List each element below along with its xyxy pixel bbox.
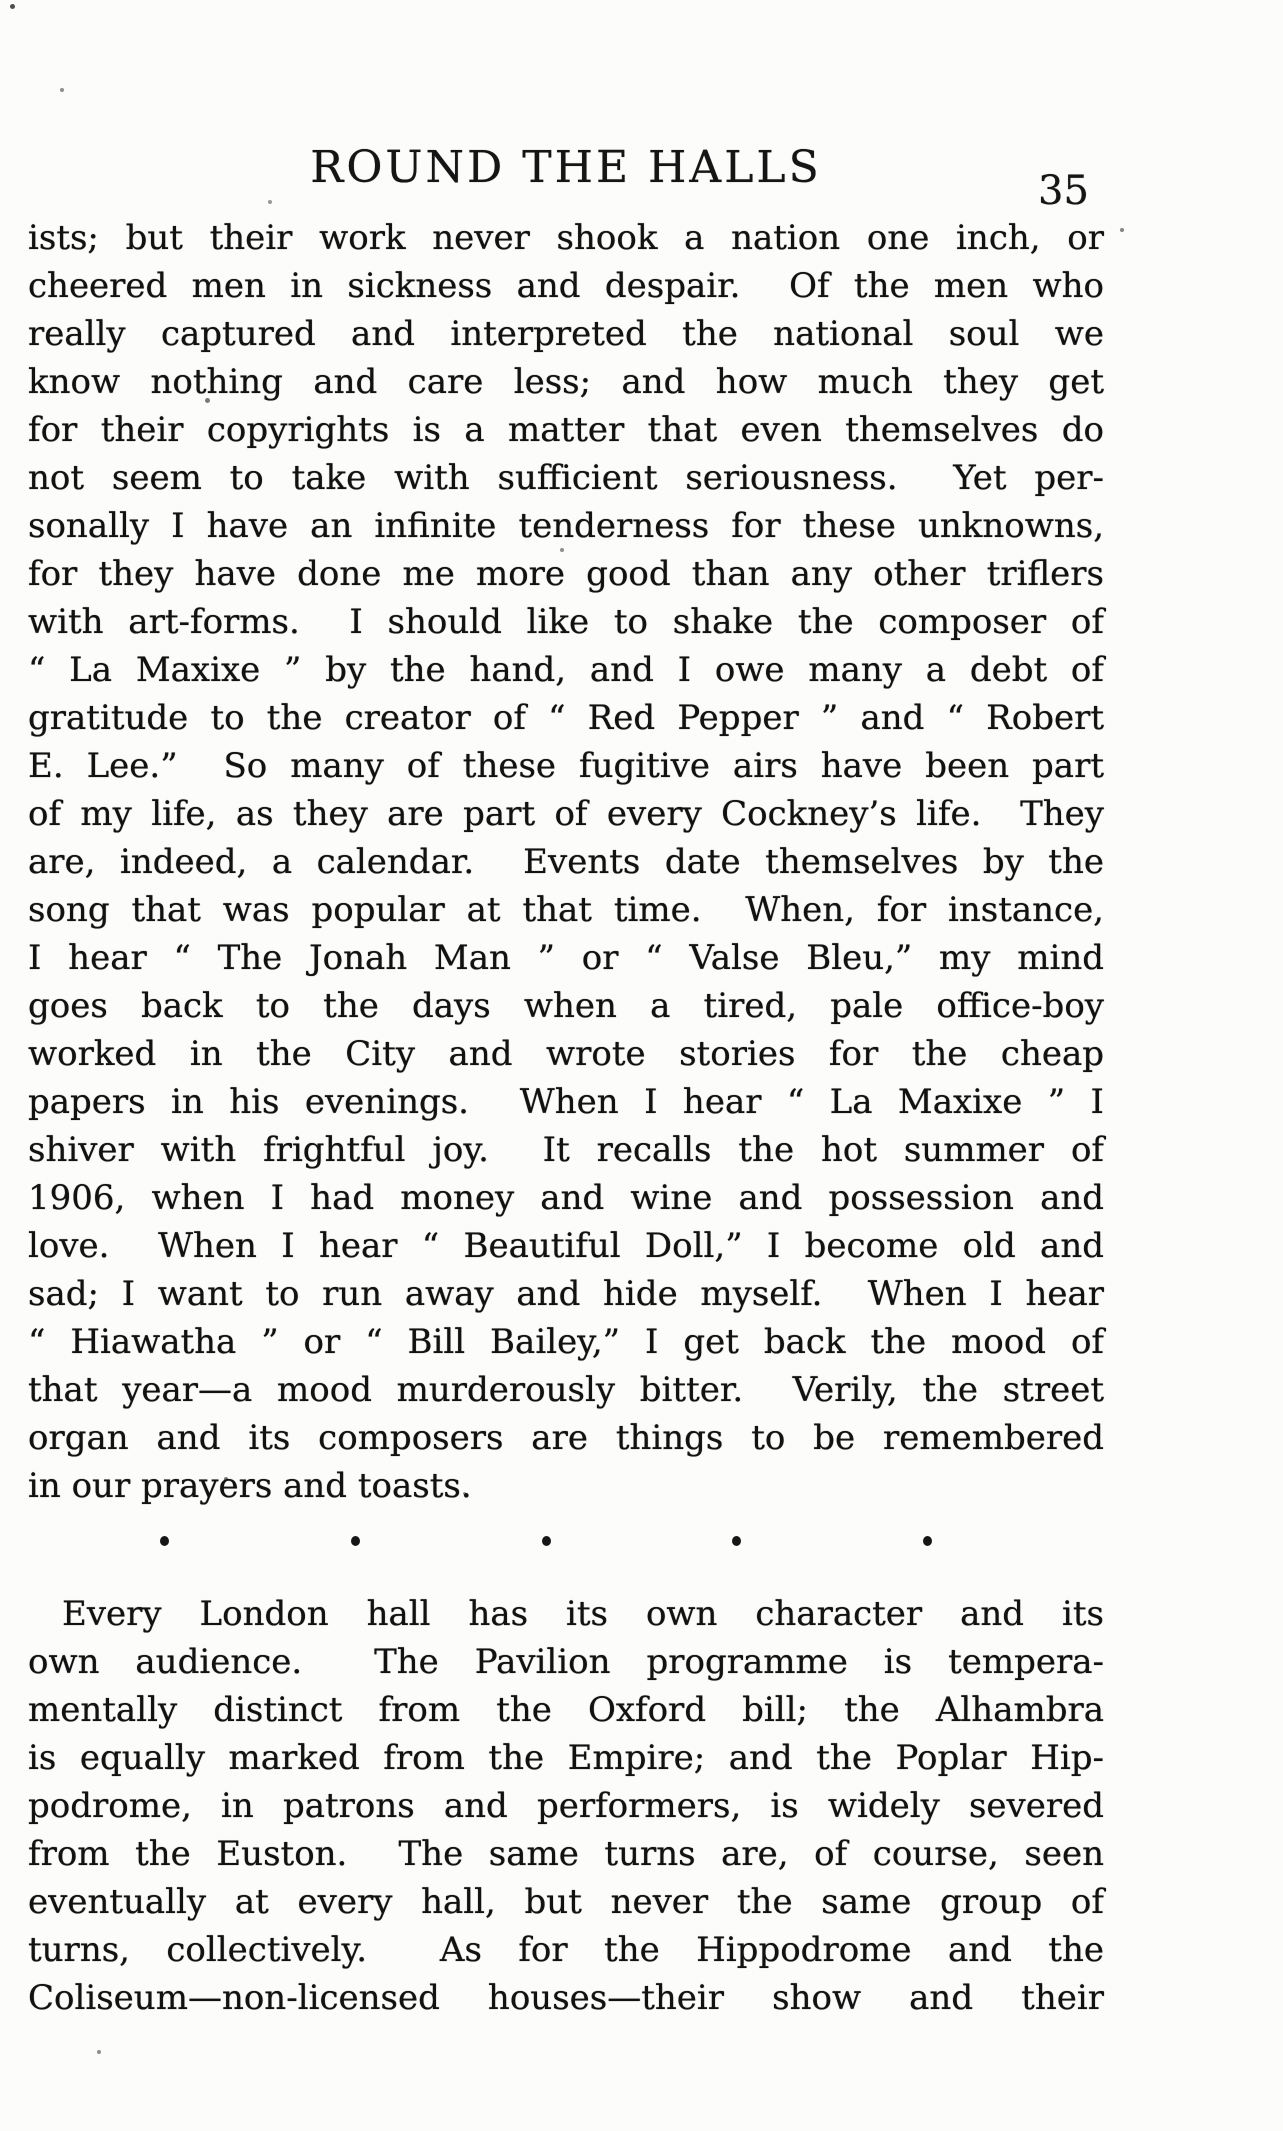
text-line: ists; but their work never shook a nation one inch, or [28, 218, 1104, 258]
text-line: Every London hall has its own character and its [62, 1594, 1104, 1634]
text-line: “ Hiawatha ” or “ Bill Bailey,” I get back the mood of [28, 1322, 1104, 1362]
scan-speck [1120, 228, 1124, 232]
text-line: podrome, in patrons and performers, is widely severed [28, 1786, 1104, 1826]
separator-dot [160, 1536, 169, 1546]
section-separator [28, 1510, 1104, 1590]
text-line: for they have done me more good than any other triflers [28, 554, 1104, 594]
text-line: 1906, when I had money and wine and possession and [28, 1178, 1104, 1218]
separator-dots [160, 1536, 932, 1546]
text-line: sad; I want to run away and hide myself. When I hear [28, 1274, 1104, 1314]
separator-dot [351, 1536, 360, 1546]
text-line: papers in his evenings. When I hear “ La Maxixe ” I [28, 1082, 1104, 1122]
text-line: of my life, as they are part of every Cockney’s life. They [28, 794, 1104, 834]
text-line: are, indeed, a calendar. Events date themselves by the [28, 842, 1104, 882]
text-line: goes back to the days when a tired, pale office-boy [28, 986, 1104, 1026]
text-line: that year—a mood murderously bitter. Verily, the street [28, 1370, 1104, 1410]
text-line: song that was popular at that time. When, for instance, [28, 890, 1104, 930]
text-line: with art-forms. I should like to shake the composer of [28, 602, 1104, 642]
scan-speck [60, 88, 64, 92]
text-block [28, 214, 1104, 2022]
text-line: sonally I have an infinite tenderness for these unknowns, [28, 506, 1104, 546]
page-number: 35 [1038, 168, 1089, 214]
running-title: ROUND THE HALLS [310, 142, 822, 193]
text-line: gratitude to the creator of “ Red Pepper ” and “ Robert [28, 698, 1104, 738]
text-line: really captured and interpreted the national soul we [28, 314, 1104, 354]
scan-speck [10, 4, 15, 9]
text-line: not seem to take with sufficient seriousness. Yet per- [28, 458, 1104, 498]
text-line: I hear “ The Jonah Man ” or “ Valse Bleu,” my mind [28, 938, 1104, 978]
text-line: E. Lee.” So many of these fugitive airs have been part [28, 746, 1104, 786]
text-line: worked in the City and wrote stories for the cheap [28, 1034, 1104, 1074]
text-line: “ La Maxixe ” by the hand, and I owe many a debt of [28, 650, 1104, 690]
text-line: cheered men in sickness and despair. Of the men who [28, 266, 1104, 306]
separator-dot [732, 1536, 741, 1546]
text-line: for their copyrights is a matter that even themselves do [28, 410, 1104, 450]
separator-dot [542, 1536, 551, 1546]
text-line: turns, collectively. As for the Hippodrome and the [28, 1930, 1104, 1970]
text-line: love. When I hear “ Beautiful Doll,” I become old and [28, 1226, 1104, 1266]
scan-speck [268, 200, 272, 204]
text-line: is equally marked from the Empire; and the Poplar Hip- [28, 1738, 1104, 1778]
scan-speck [97, 2050, 101, 2054]
text-line: from the Euston. The same turns are, of course, seen [28, 1834, 1104, 1874]
text-line: Coliseum—non-licensed houses—their show and their [28, 1978, 1104, 2018]
text-line: in our prayers and toasts. [28, 1466, 472, 1506]
text-line: organ and its composers are things to be remembered [28, 1418, 1104, 1458]
text-line: eventually at every hall, but never the same group of [28, 1882, 1104, 1922]
separator-dot [923, 1536, 932, 1546]
text-line: shiver with frightful joy. It recalls the hot summer of [28, 1130, 1104, 1170]
text-line: mentally distinct from the Oxford bill; the Alhambra [28, 1690, 1104, 1730]
text-line: own audience. The Pavilion programme is tempera- [28, 1642, 1104, 1682]
text-line: know nothing and care less; and how much they get [28, 362, 1104, 402]
